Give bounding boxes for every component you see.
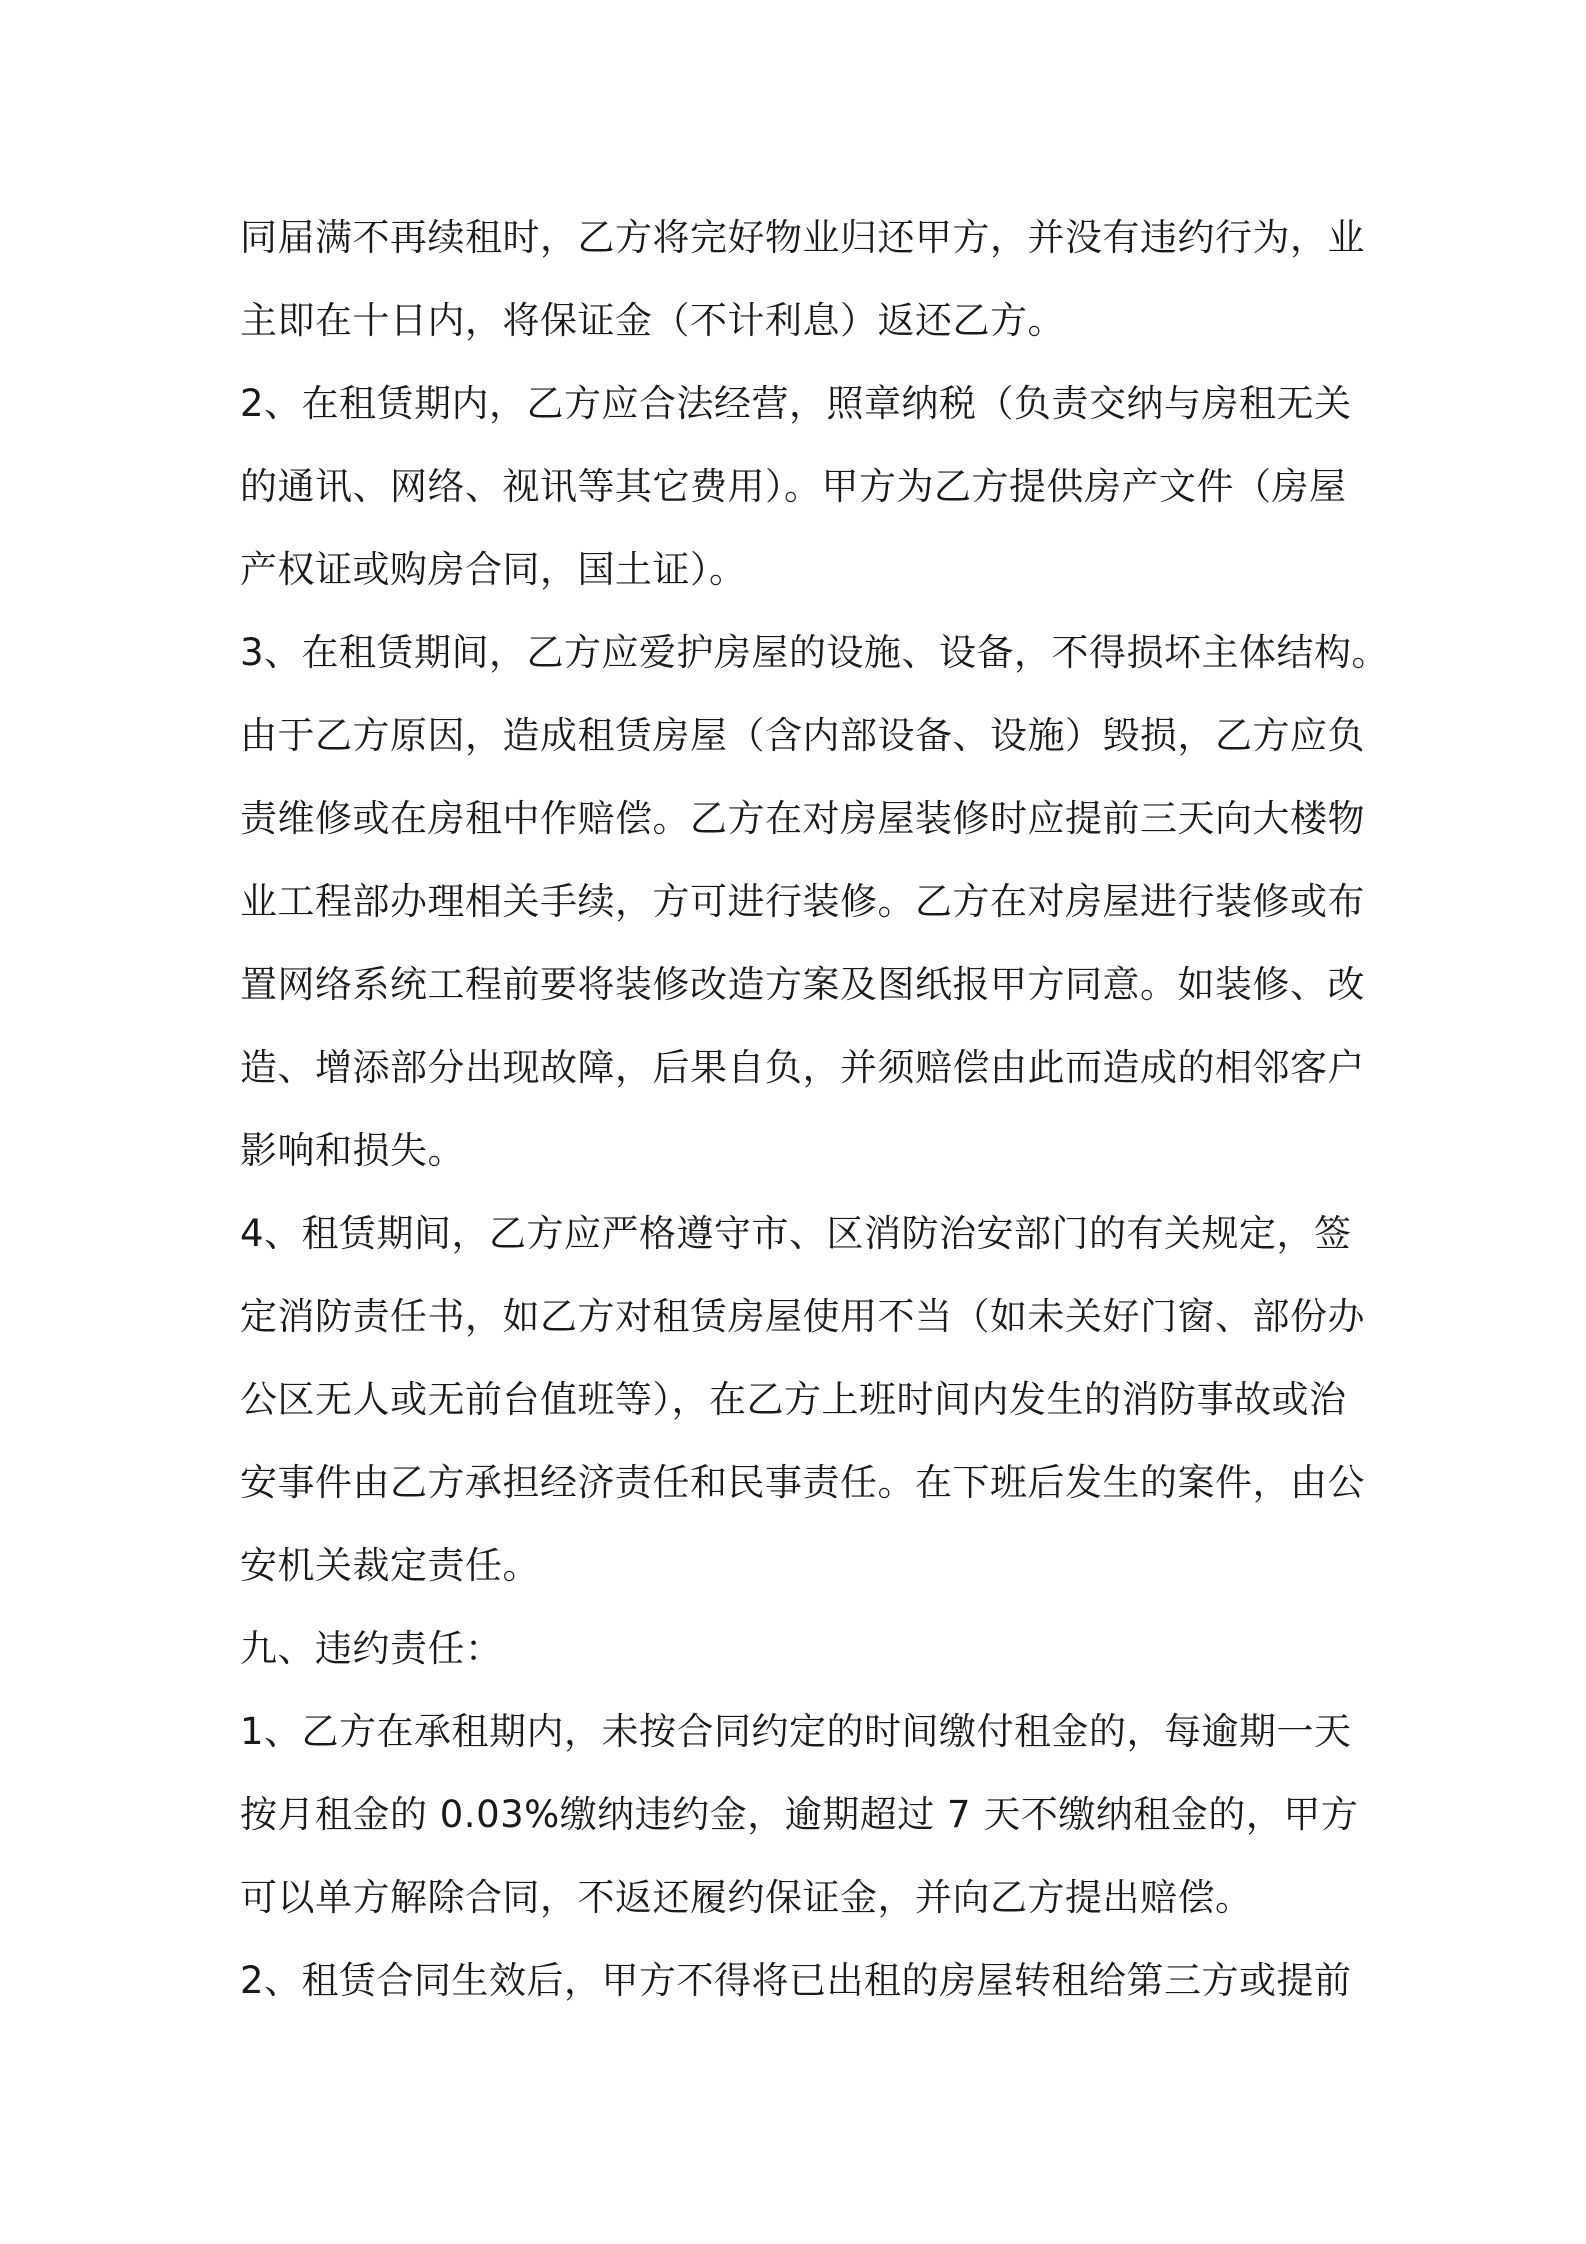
text-line: 安机关裁定责任。 — [240, 1544, 540, 1587]
contract-text-body — [240, 196, 1390, 2022]
text-line: 的通讯、网络、视讯等其它费用）。甲方为乙方提供房产文件（房屋 — [240, 465, 1347, 508]
text-line: 由于乙方原因，造成租赁房屋（含内部设备、设施）毁损，乙方应负 — [240, 714, 1365, 757]
text-line: 业工程部办理相关手续，方可进行装修。乙方在对房屋进行装修或布 — [240, 880, 1365, 923]
text-line: 3、在租赁期间，乙方应爱护房屋的设施、设备，不得损坏主体结构。 — [240, 631, 1390, 674]
text-line: 2、租赁合同生效后，甲方不得将已出租的房屋转租给第三方或提前 — [240, 1959, 1352, 2002]
section-heading: 九、违约责任： — [240, 1627, 503, 1670]
text-line: 主即在十日内，将保证金（不计利息）返还乙方。 — [240, 299, 1065, 342]
text-line: 按月租金的 0.03%缴纳违约金，逾期超过 7 天不缴纳租金的，甲方 — [240, 1793, 1359, 1836]
text-line: 责维修或在房租中作赔偿。乙方在对房屋装修时应提前三天向大楼物 — [240, 797, 1365, 840]
text-line: 1、乙方在承租期内，未按合同约定的时间缴付租金的，每逾期一天 — [240, 1710, 1352, 1753]
text-line: 同届满不再续租时，乙方将完好物业归还甲方，并没有违约行为，业 — [240, 216, 1365, 259]
text-line: 造、增添部分出现故障，后果自负，并须赔偿由此而造成的相邻客户 — [240, 1046, 1365, 1089]
text-line: 产权证或购房合同，国土证）。 — [240, 548, 747, 591]
text-line: 2、在租赁期内，乙方应合法经营，照章纳税（负责交纳与房租无关 — [240, 382, 1352, 425]
text-line: 置网络系统工程前要将装修改造方案及图纸报甲方同意。如装修、改 — [240, 963, 1365, 1006]
text-line: 安事件由乙方承担经济责任和民事责任。在下班后发生的案件，由公 — [240, 1461, 1365, 1504]
text-line: 公区无人或无前台值班等），在乙方上班时间内发生的消防事故或治 — [240, 1378, 1347, 1421]
text-line: 影响和损失。 — [240, 1129, 465, 1172]
text-line: 可以单方解除合同，不返还履约保证金，并向乙方提出赔偿。 — [240, 1876, 1253, 1919]
text-line: 定消防责任书，如乙方对租赁房屋使用不当（如未关好门窗、部份办 — [240, 1295, 1365, 1338]
text-line: 4、租赁期间，乙方应严格遵守市、区消防治安部门的有关规定，签 — [240, 1212, 1352, 1255]
